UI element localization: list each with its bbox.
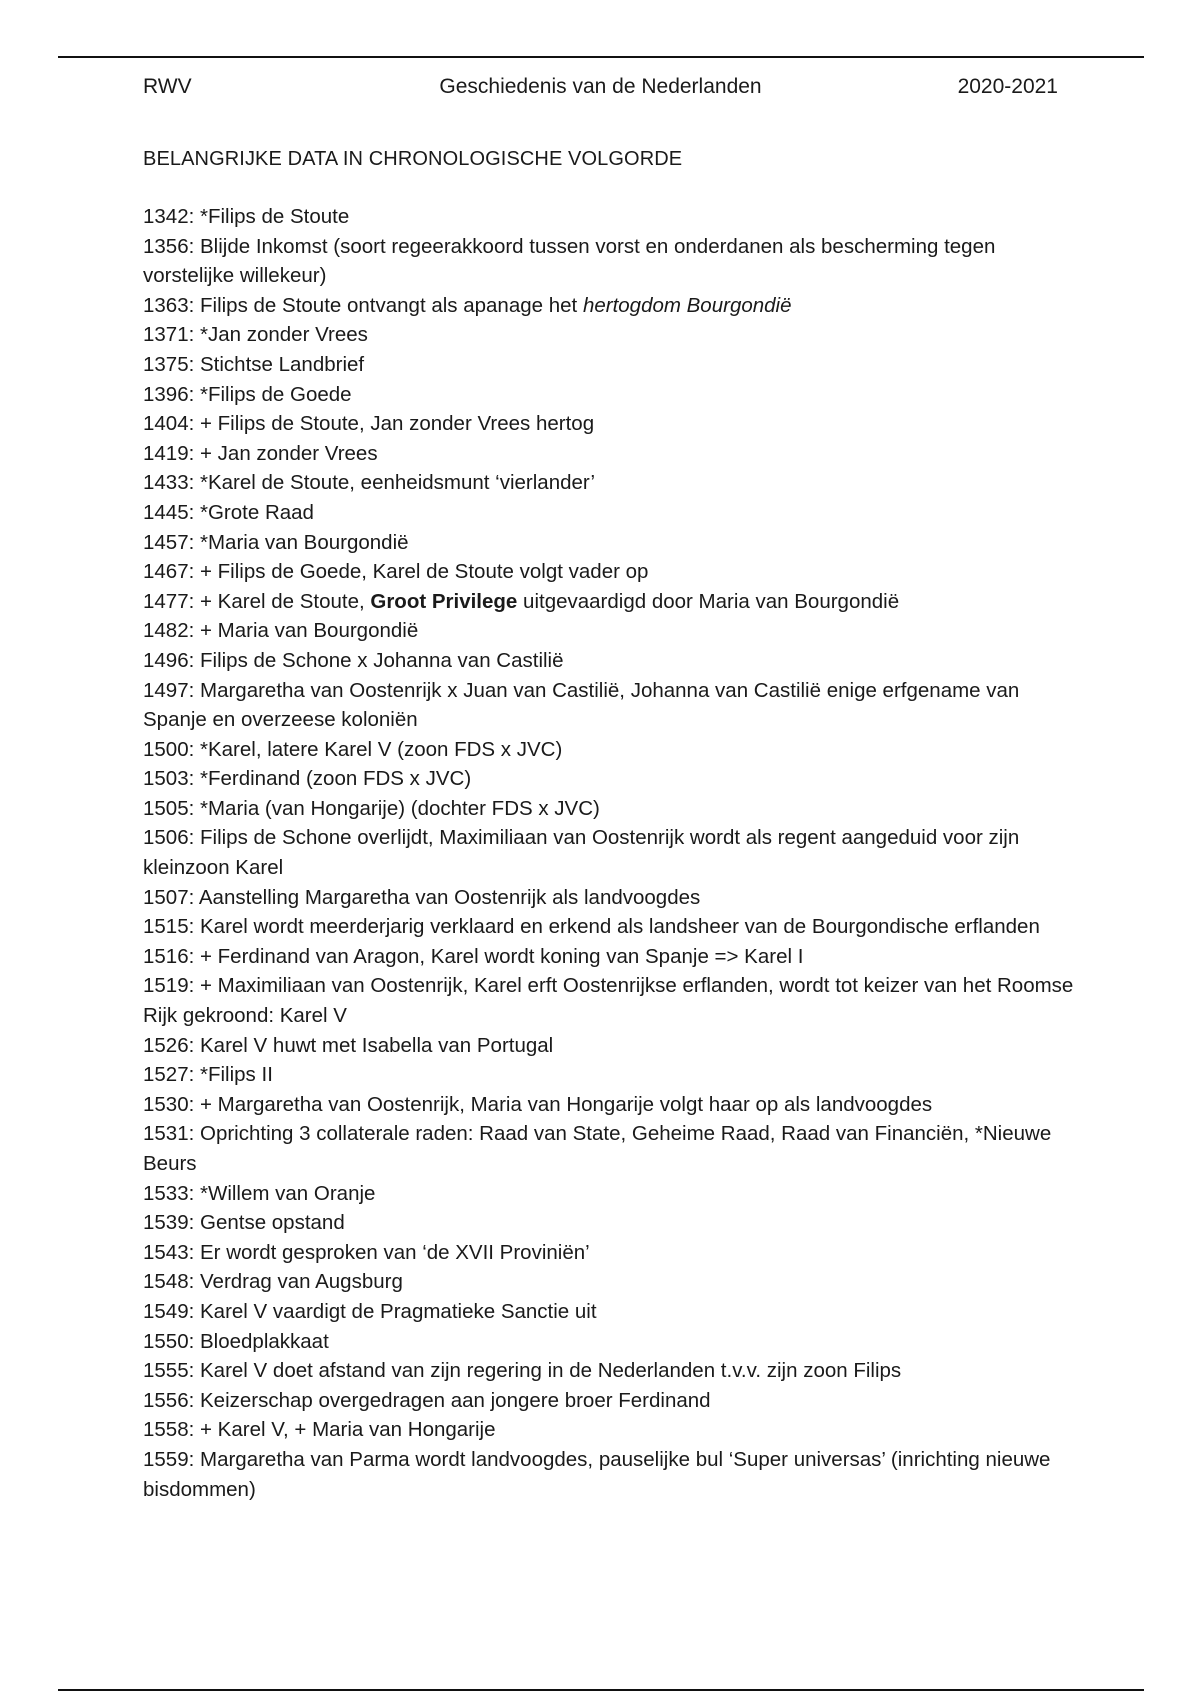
timeline-entry (143, 1208, 1078, 1238)
timeline-entry (143, 291, 1078, 321)
entry-text: 1548: Verdrag van Augsburg (143, 1270, 403, 1294)
timeline-entry (143, 971, 1078, 1030)
page-header (143, 72, 1058, 102)
entry-text: 1558: + Karel V, + Maria van Hongarije (143, 1418, 496, 1442)
header-right: 2020-2021 (957, 75, 1058, 98)
timeline-entry (143, 1060, 1078, 1090)
timeline-entry (143, 350, 1078, 380)
entry-text: 1507: Aanstelling Margaretha van Oostenrijk als landvoogdes (143, 885, 701, 909)
entry-text: 1516: + Ferdinand van Aragon, Karel wordt koning van Spanje => Karel I (143, 944, 804, 968)
entry-text: 1543: Er wordt gesproken van ‘de XVII Proviniën’ (143, 1240, 590, 1264)
timeline-entry (143, 202, 1078, 232)
timeline-entry (143, 942, 1078, 972)
timeline-entry (143, 764, 1078, 794)
entry-text: 1530: + Margaretha van Oostenrijk, Maria van Hongarije volgt haar op als landvoogdes (143, 1092, 933, 1116)
entry-text: 1445: *Grote Raad (143, 500, 314, 524)
entry-text: 1556: Keizerschap overgedragen aan jongere broer Ferdinand (143, 1388, 711, 1412)
entry-text: 1555: Karel V doet afstand van zijn regering in de Nederlanden t.v.v. zijn zoon Filips (143, 1359, 902, 1383)
timeline-entry (143, 439, 1078, 469)
entry-text: 1533: *Willem van Oranje (143, 1181, 376, 1205)
timeline-entry (143, 1415, 1078, 1445)
timeline-entry (143, 1238, 1078, 1268)
timeline-entry (143, 498, 1078, 528)
timeline-entry (143, 1031, 1078, 1061)
entry-text: 1404: + Filips de Stoute, Jan zonder Vrees hertog (143, 412, 595, 436)
timeline-entry (143, 380, 1078, 410)
timeline-entry (143, 1179, 1078, 1209)
entry-text: 1477: + Karel de Stoute, (143, 589, 371, 613)
timeline-entry (143, 912, 1078, 942)
timeline-entry (143, 1445, 1078, 1504)
document-title: BELANGRIJKE DATA IN CHRONOLOGISCHE VOLGORDE (143, 148, 683, 170)
entry-text: 1482: + Maria van Bourgondië (143, 619, 419, 643)
timeline-entry (143, 409, 1078, 439)
timeline-entry (143, 616, 1078, 646)
timeline-entry (143, 646, 1078, 676)
entry-text: 1549: Karel V vaardigt de Pragmatieke Sanctie uit (143, 1299, 597, 1323)
entry-text: 1539: Gentse opstand (143, 1211, 345, 1235)
entry-text: 1519: + Maximiliaan van Oostenrijk, Karel erft Oostenrijkse erflanden, wordt tot keizer van het Roomse Rijk gekroond: Karel V (143, 974, 1074, 1028)
entry-text: 1550: Bloedplakkaat (143, 1329, 329, 1353)
entry-text: 1506: Filips de Schone overlijdt, Maximiliaan van Oostenrijk wordt als regent aangeduid voor zijn kleinzoon Karel (143, 826, 1020, 880)
entry-text: 1457: *Maria van Bourgondië (143, 530, 409, 554)
timeline-entry (143, 1356, 1078, 1386)
entry-text: 1526: Karel V huwt met Isabella van Portugal (143, 1033, 554, 1057)
timeline-entry (143, 587, 1078, 617)
timeline-entry (143, 883, 1078, 913)
timeline-entry (143, 232, 1078, 291)
timeline-entry (143, 1297, 1078, 1327)
header-left: RWV (143, 75, 192, 98)
entry-text: 1356: Blijde Inkomst (soort regeerakkoord tussen vorst en onderdanen als bescherming tegen vorstelijke willekeur) (143, 234, 996, 288)
entry-text: 1505: *Maria (van Hongarije) (dochter FDS x JVC) (143, 796, 600, 820)
entry-text: 1531: Oprichting 3 collaterale raden: Raad van State, Geheime Raad, Raad van Financiën, *Nieuwe Beurs (143, 1122, 1052, 1175)
entry-text: 1342: *Filips de Stoute (143, 205, 350, 228)
entry-text: 1503: *Ferdinand (zoon FDS x JVC) (143, 767, 472, 791)
entry-text: 1496: Filips de Schone x Johanna van Castilië (143, 648, 564, 672)
timeline-entry (143, 528, 1078, 558)
entry-text: 1371: *Jan zonder Vrees (143, 323, 368, 347)
timeline-entry (143, 1327, 1078, 1357)
timeline-entry (143, 735, 1078, 765)
timeline-entry (143, 1267, 1078, 1297)
entry-text: 1500: *Karel, latere Karel V (zoon FDS x JVC) (143, 737, 563, 761)
entry-text: 1515: Karel wordt meerderjarig verklaard en erkend als landsheer van de Bourgondische erflanden (143, 915, 1040, 939)
entry-text: 1527: *Filips II (143, 1063, 273, 1087)
timeline-list (143, 202, 1078, 1504)
timeline-entry (143, 676, 1078, 735)
footer-rule (58, 1689, 1144, 1691)
header-rule (58, 56, 1144, 58)
entry-text: 1419: + Jan zonder Vrees (143, 441, 378, 465)
entry-text: 1467: + Filips de Goede, Karel de Stoute volgt vader op (143, 560, 649, 584)
timeline-entry (143, 794, 1078, 824)
timeline-entry (143, 1119, 1078, 1178)
timeline-entry (143, 1386, 1078, 1416)
entry-text: 1396: *Filips de Goede (143, 382, 352, 406)
entry-text-after: uitgevaardigd door Maria van Bourgondië (517, 589, 900, 613)
header-center: Geschiedenis van de Nederlanden (439, 75, 762, 98)
timeline-entry (143, 1090, 1078, 1120)
entry-emphasis: hertogdom Bourgondië (582, 293, 792, 317)
entry-text: 1497: Margaretha van Oostenrijk x Juan van Castilië, Johanna van Castilië enige erfgename van Spanje en overzeese koloniën (143, 678, 1020, 732)
timeline-entry (143, 823, 1078, 882)
entry-text: 1375: Stichtse Landbrief (143, 352, 365, 376)
timeline-entry (143, 468, 1078, 498)
entry-text: 1559: Margaretha van Parma wordt landvoogdes, pauselijke bul ‘Super universas’ (inrichting nieuwe bisdommen) (143, 1447, 1051, 1501)
timeline-entry (143, 320, 1078, 350)
entry-emphasis: Groot Privilege (370, 589, 518, 613)
entry-text: 1363: Filips de Stoute ontvangt als apanage het (143, 293, 583, 317)
entry-text: 1433: *Karel de Stoute, eenheidsmunt ‘vierlander’ (143, 471, 596, 495)
timeline-entry (143, 557, 1078, 587)
